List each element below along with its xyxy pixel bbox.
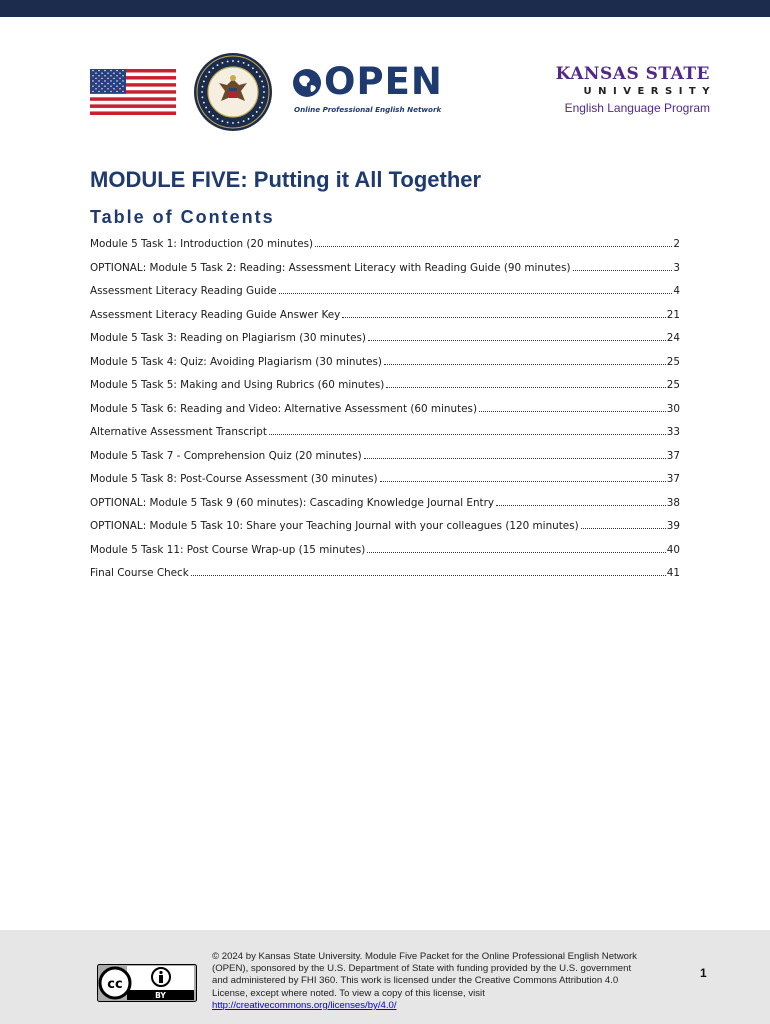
toc-entry-page: 25 <box>666 355 680 368</box>
page-number: 1 <box>700 966 707 980</box>
toc-dot-leader <box>573 269 673 271</box>
toc-entry[interactable] <box>90 473 680 497</box>
table-of-contents <box>90 238 680 591</box>
open-logo <box>292 60 443 119</box>
toc-entry-label: Module 5 Task 7 - Comprehension Quiz (20 minutes) <box>90 449 362 462</box>
toc-entry-label: OPTIONAL: Module 5 Task 2: Reading: Assessment Literacy with Reading Guide (90 minutes) <box>90 261 571 274</box>
top-banner <box>0 0 770 17</box>
toc-entry[interactable] <box>90 379 680 403</box>
toc-entry[interactable] <box>90 238 680 262</box>
toc-entry-page: 39 <box>666 520 680 532</box>
toc-entry[interactable] <box>90 285 680 309</box>
toc-entry-label: Assessment Literacy Reading Guide <box>90 285 277 297</box>
ksu-program: English Language Program <box>564 101 710 115</box>
toc-entry-label: Module 5 Task 4: Quiz: Avoiding Plagiarism (30 minutes) <box>90 355 382 368</box>
toc-entry-page: 25 <box>666 379 680 391</box>
cc-by-label: BY <box>155 991 166 1000</box>
toc-entry[interactable] <box>90 497 680 521</box>
toc-dot-leader <box>479 410 666 412</box>
toc-entry[interactable] <box>90 426 680 450</box>
department-of-state-seal-icon <box>193 52 273 132</box>
toc-entry-page: 37 <box>666 473 680 485</box>
toc-entry[interactable] <box>90 356 680 380</box>
toc-entry-label: Module 5 Task 6: Reading and Video: Alternative Assessment (60 minutes) <box>90 402 478 415</box>
toc-entry[interactable] <box>90 309 680 333</box>
toc-dot-leader <box>191 574 666 576</box>
ksu-university: UNIVERSITY <box>583 86 716 97</box>
toc-dot-leader <box>269 433 666 435</box>
toc-entry-label: Module 5 Task 1: Introduction (20 minutes) <box>90 238 314 250</box>
toc-entry[interactable] <box>90 544 680 568</box>
toc-entry-page: 38 <box>666 496 680 509</box>
toc-dot-leader <box>342 316 665 318</box>
toc-entry-page: 24 <box>666 332 680 344</box>
page-title: MODULE FIVE: Putting it All Together <box>90 167 482 192</box>
license-link[interactable]: http://creativecommons.org/licenses/by/4.0/ <box>212 999 397 1011</box>
toc-entry-label: Module 5 Task 8: Post-Course Assessment (30 minutes) <box>90 473 378 485</box>
toc-entry-page: 40 <box>666 543 680 556</box>
toc-entry-label: Assessment Literacy Reading Guide Answer Key <box>90 308 341 321</box>
toc-entry-page: 30 <box>666 402 680 415</box>
toc-dot-leader <box>367 551 665 553</box>
toc-entry[interactable] <box>90 567 680 591</box>
globe-icon <box>292 68 322 98</box>
toc-entry[interactable] <box>90 332 680 356</box>
license-notice <box>212 951 642 1012</box>
creative-commons-by-icon <box>97 964 197 1002</box>
svg-text:cc: cc <box>107 977 123 992</box>
toc-entry-label: Final Course Check <box>90 567 189 579</box>
toc-entry[interactable] <box>90 450 680 474</box>
toc-entry[interactable] <box>90 262 680 286</box>
toc-dot-leader <box>496 504 666 506</box>
open-logo-word: OPEN <box>324 60 443 103</box>
toc-entry-page: 21 <box>666 308 680 321</box>
license-text: © 2024 by Kansas State University. Module Five Packet for the Online Professional English Network (OPEN), sponsored by the U.S. Department of State with funding provided by the U.S. government and administered by FHI 360. This work is licensed under the Creative Commons Attribution 4.0 License, except where noted. To view a copy of this license, visit <box>212 951 637 999</box>
toc-entry-label: Module 5 Task 3: Reading on Plagiarism (30 minutes) <box>90 332 366 344</box>
toc-entry[interactable] <box>90 520 680 544</box>
toc-entry-page: 41 <box>666 567 680 579</box>
toc-entry-page: 4 <box>673 285 680 297</box>
toc-heading: Table of Contents <box>90 207 275 227</box>
toc-dot-leader <box>368 339 666 341</box>
toc-entry-page: 2 <box>673 238 680 250</box>
ksu-name: KANSAS STATE <box>555 64 710 84</box>
toc-dot-leader <box>581 527 666 529</box>
toc-entry-page: 33 <box>666 426 680 438</box>
toc-entry-page: 3 <box>673 261 680 274</box>
kansas-state-logo <box>540 64 716 122</box>
toc-dot-leader <box>315 245 672 247</box>
toc-entry-label: Module 5 Task 5: Making and Using Rubrics (60 minutes) <box>90 379 385 391</box>
toc-dot-leader <box>384 363 666 365</box>
us-flag-icon <box>90 69 176 115</box>
toc-entry[interactable] <box>90 403 680 427</box>
toc-entry-label: OPTIONAL: Module 5 Task 10: Share your Teaching Journal with your colleagues (120 minutes) <box>90 520 579 532</box>
toc-dot-leader <box>279 292 673 294</box>
toc-entry-label: OPTIONAL: Module 5 Task 9 (60 minutes): Cascading Knowledge Journal Entry <box>90 496 495 509</box>
toc-dot-leader <box>380 480 666 482</box>
open-logo-subtitle: Online Professional English Network <box>294 105 442 114</box>
toc-entry-page: 37 <box>666 449 680 462</box>
toc-dot-leader <box>364 457 666 459</box>
toc-dot-leader <box>386 386 665 388</box>
toc-entry-label: Module 5 Task 11: Post Course Wrap-up (15 minutes) <box>90 543 366 556</box>
toc-entry-label: Alternative Assessment Transcript <box>90 426 267 438</box>
